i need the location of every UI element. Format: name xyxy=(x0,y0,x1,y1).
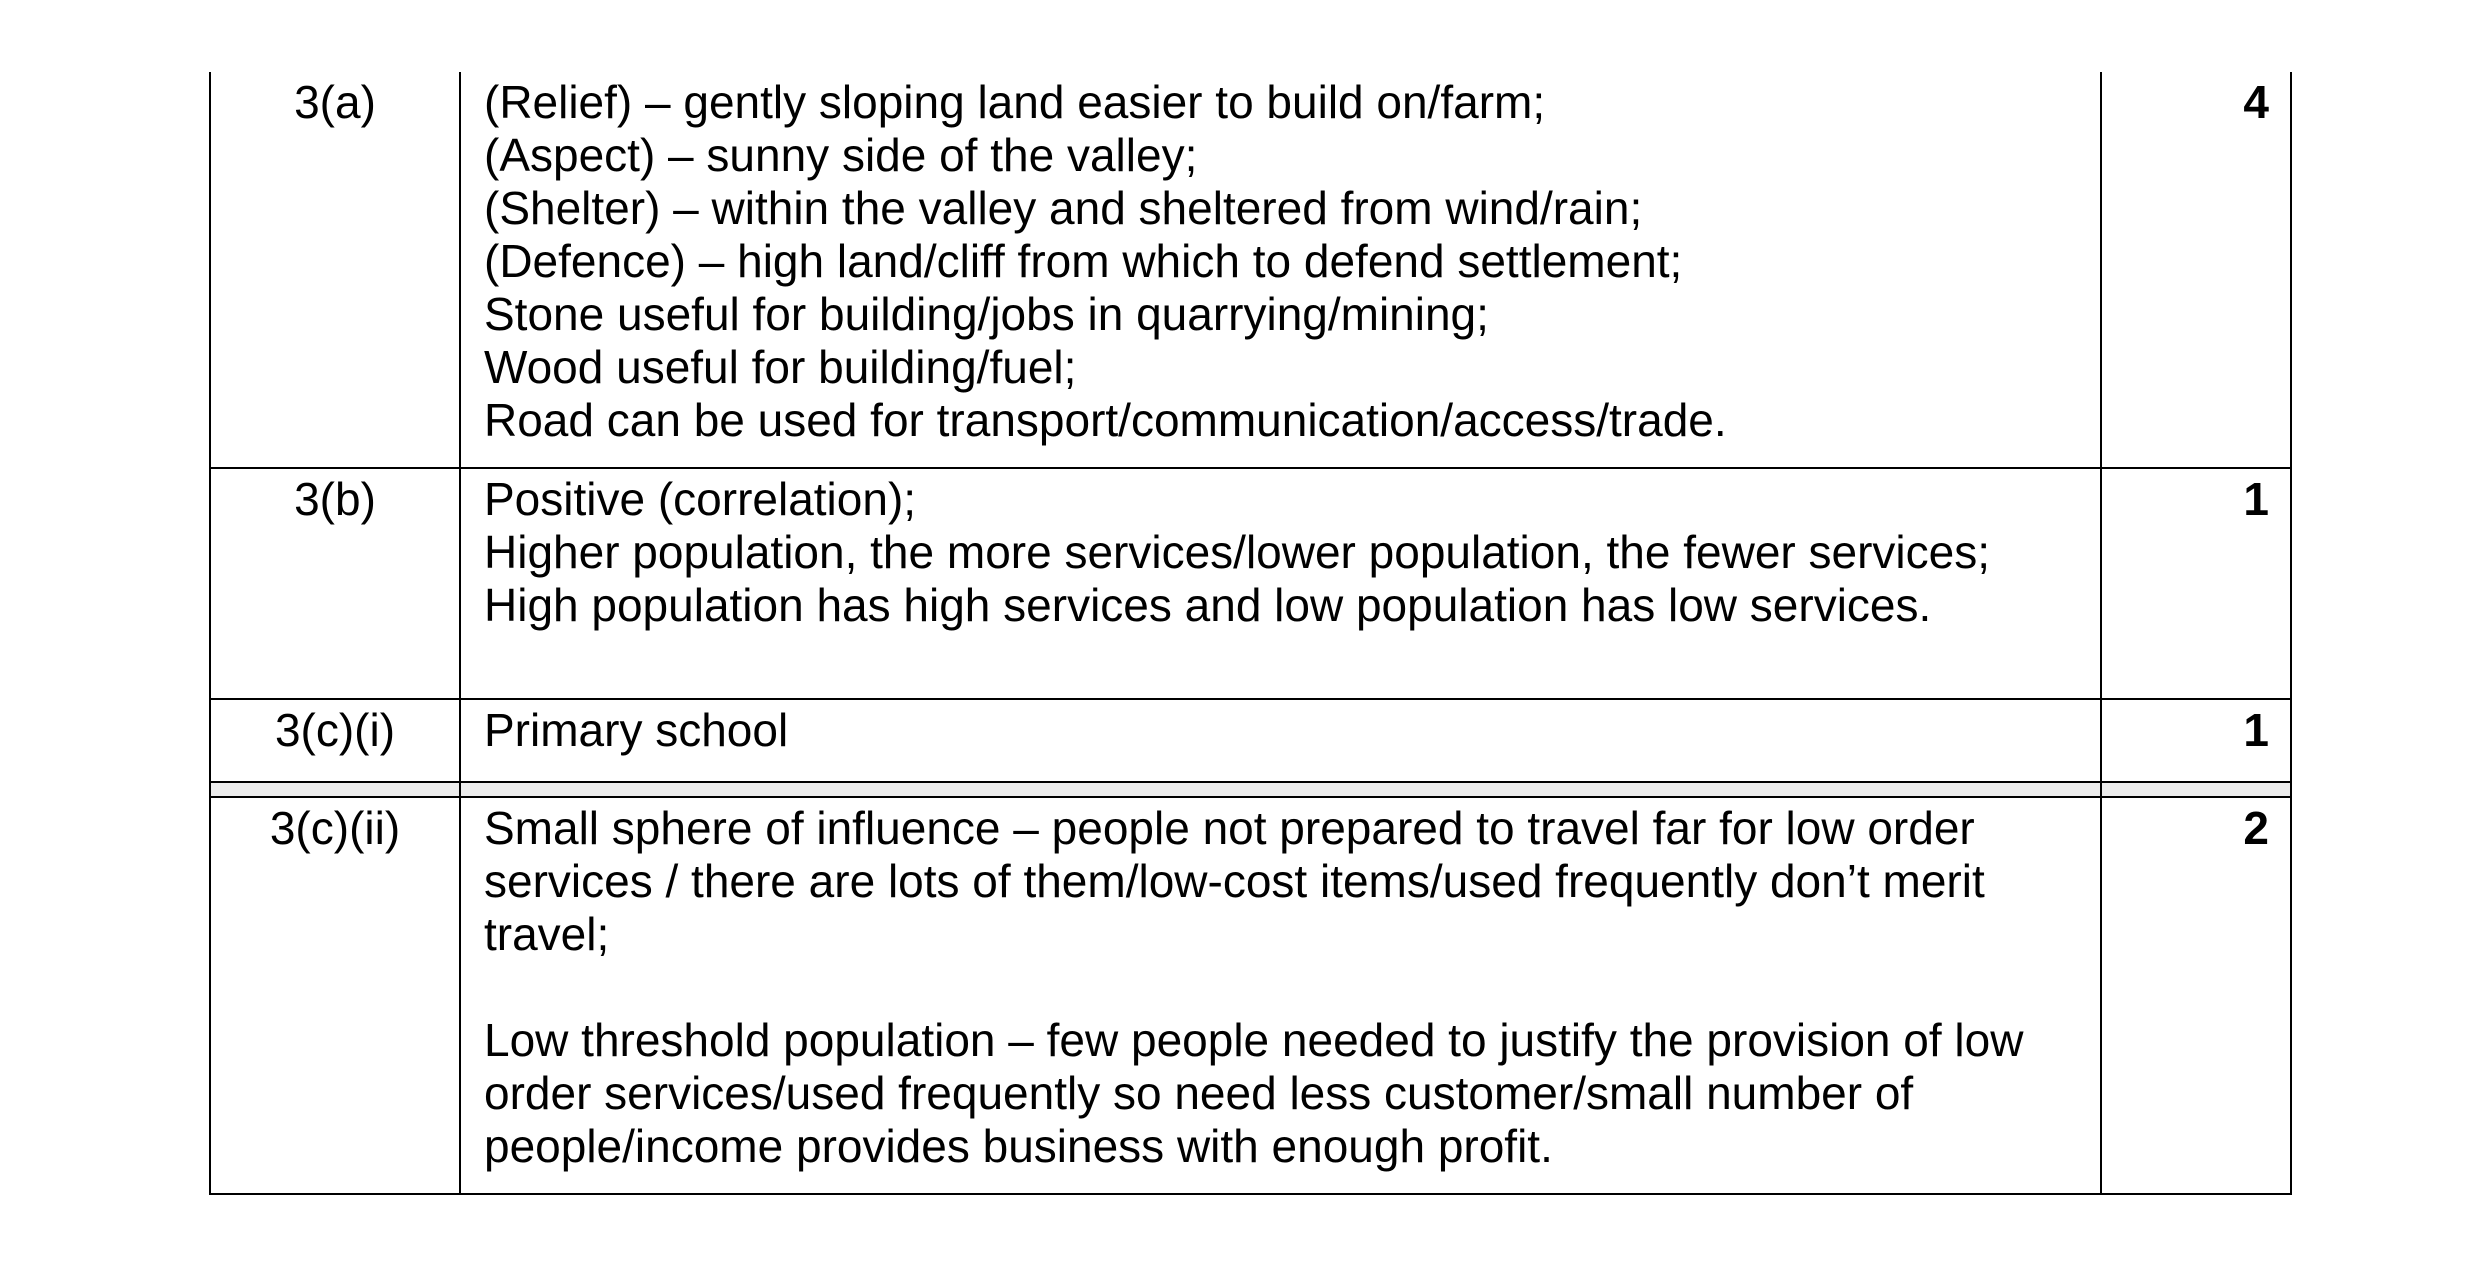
table-row xyxy=(210,72,2291,468)
answer-paragraph: Low threshold population – few people needed to justify the provision of low order services/used frequently so need less customer/small number of people/income provides business with enough profit. xyxy=(484,1014,2024,1172)
spacer-cell xyxy=(460,782,2101,797)
question-number: 3(c)(ii) xyxy=(210,797,460,1194)
table-row xyxy=(210,699,2291,782)
answer-cell xyxy=(460,468,2101,699)
table-spacer-row xyxy=(210,782,2291,797)
spacer-cell xyxy=(210,782,460,797)
answer-line: Road can be used for transport/communication/access/trade. xyxy=(484,394,1727,446)
marks-value: 1 xyxy=(2101,699,2291,782)
marks-value: 2 xyxy=(2101,797,2291,1194)
marks-value: 1 xyxy=(2101,468,2291,699)
answer-line: (Shelter) – within the valley and sheltered from wind/rain; xyxy=(484,182,1643,234)
answer-cell xyxy=(460,699,2101,782)
answer-line: Positive (correlation); xyxy=(484,473,917,525)
question-number: 3(a) xyxy=(210,72,460,468)
marks-value: 4 xyxy=(2101,72,2291,468)
question-number: 3(b) xyxy=(210,468,460,699)
answer-line: Wood useful for building/fuel; xyxy=(484,341,1077,393)
answer-line: Primary school xyxy=(484,704,789,756)
spacer-cell xyxy=(2101,782,2291,797)
answer-line: (Relief) – gently sloping land easier to build on/farm; xyxy=(484,76,1546,128)
table-row xyxy=(210,468,2291,699)
answer-line: (Defence) – high land/cliff from which to defend settlement; xyxy=(484,235,1683,287)
mark-scheme-table xyxy=(209,72,2292,1195)
answer-paragraph: Small sphere of influence – people not prepared to travel far for low order services / there are lots of them/low-cost items/used frequently don’t merit travel; xyxy=(484,802,1985,960)
question-number: 3(c)(i) xyxy=(210,699,460,782)
answer-line: High population has high services and low population has low services. xyxy=(484,579,1932,631)
answer-cell xyxy=(460,797,2101,1194)
answer-line: Stone useful for building/jobs in quarrying/mining; xyxy=(484,288,1489,340)
answer-line: Higher population, the more services/lower population, the fewer services; xyxy=(484,526,1990,578)
answer-cell xyxy=(460,72,2101,468)
answer-line: (Aspect) – sunny side of the valley; xyxy=(484,129,1198,181)
table-row xyxy=(210,797,2291,1194)
